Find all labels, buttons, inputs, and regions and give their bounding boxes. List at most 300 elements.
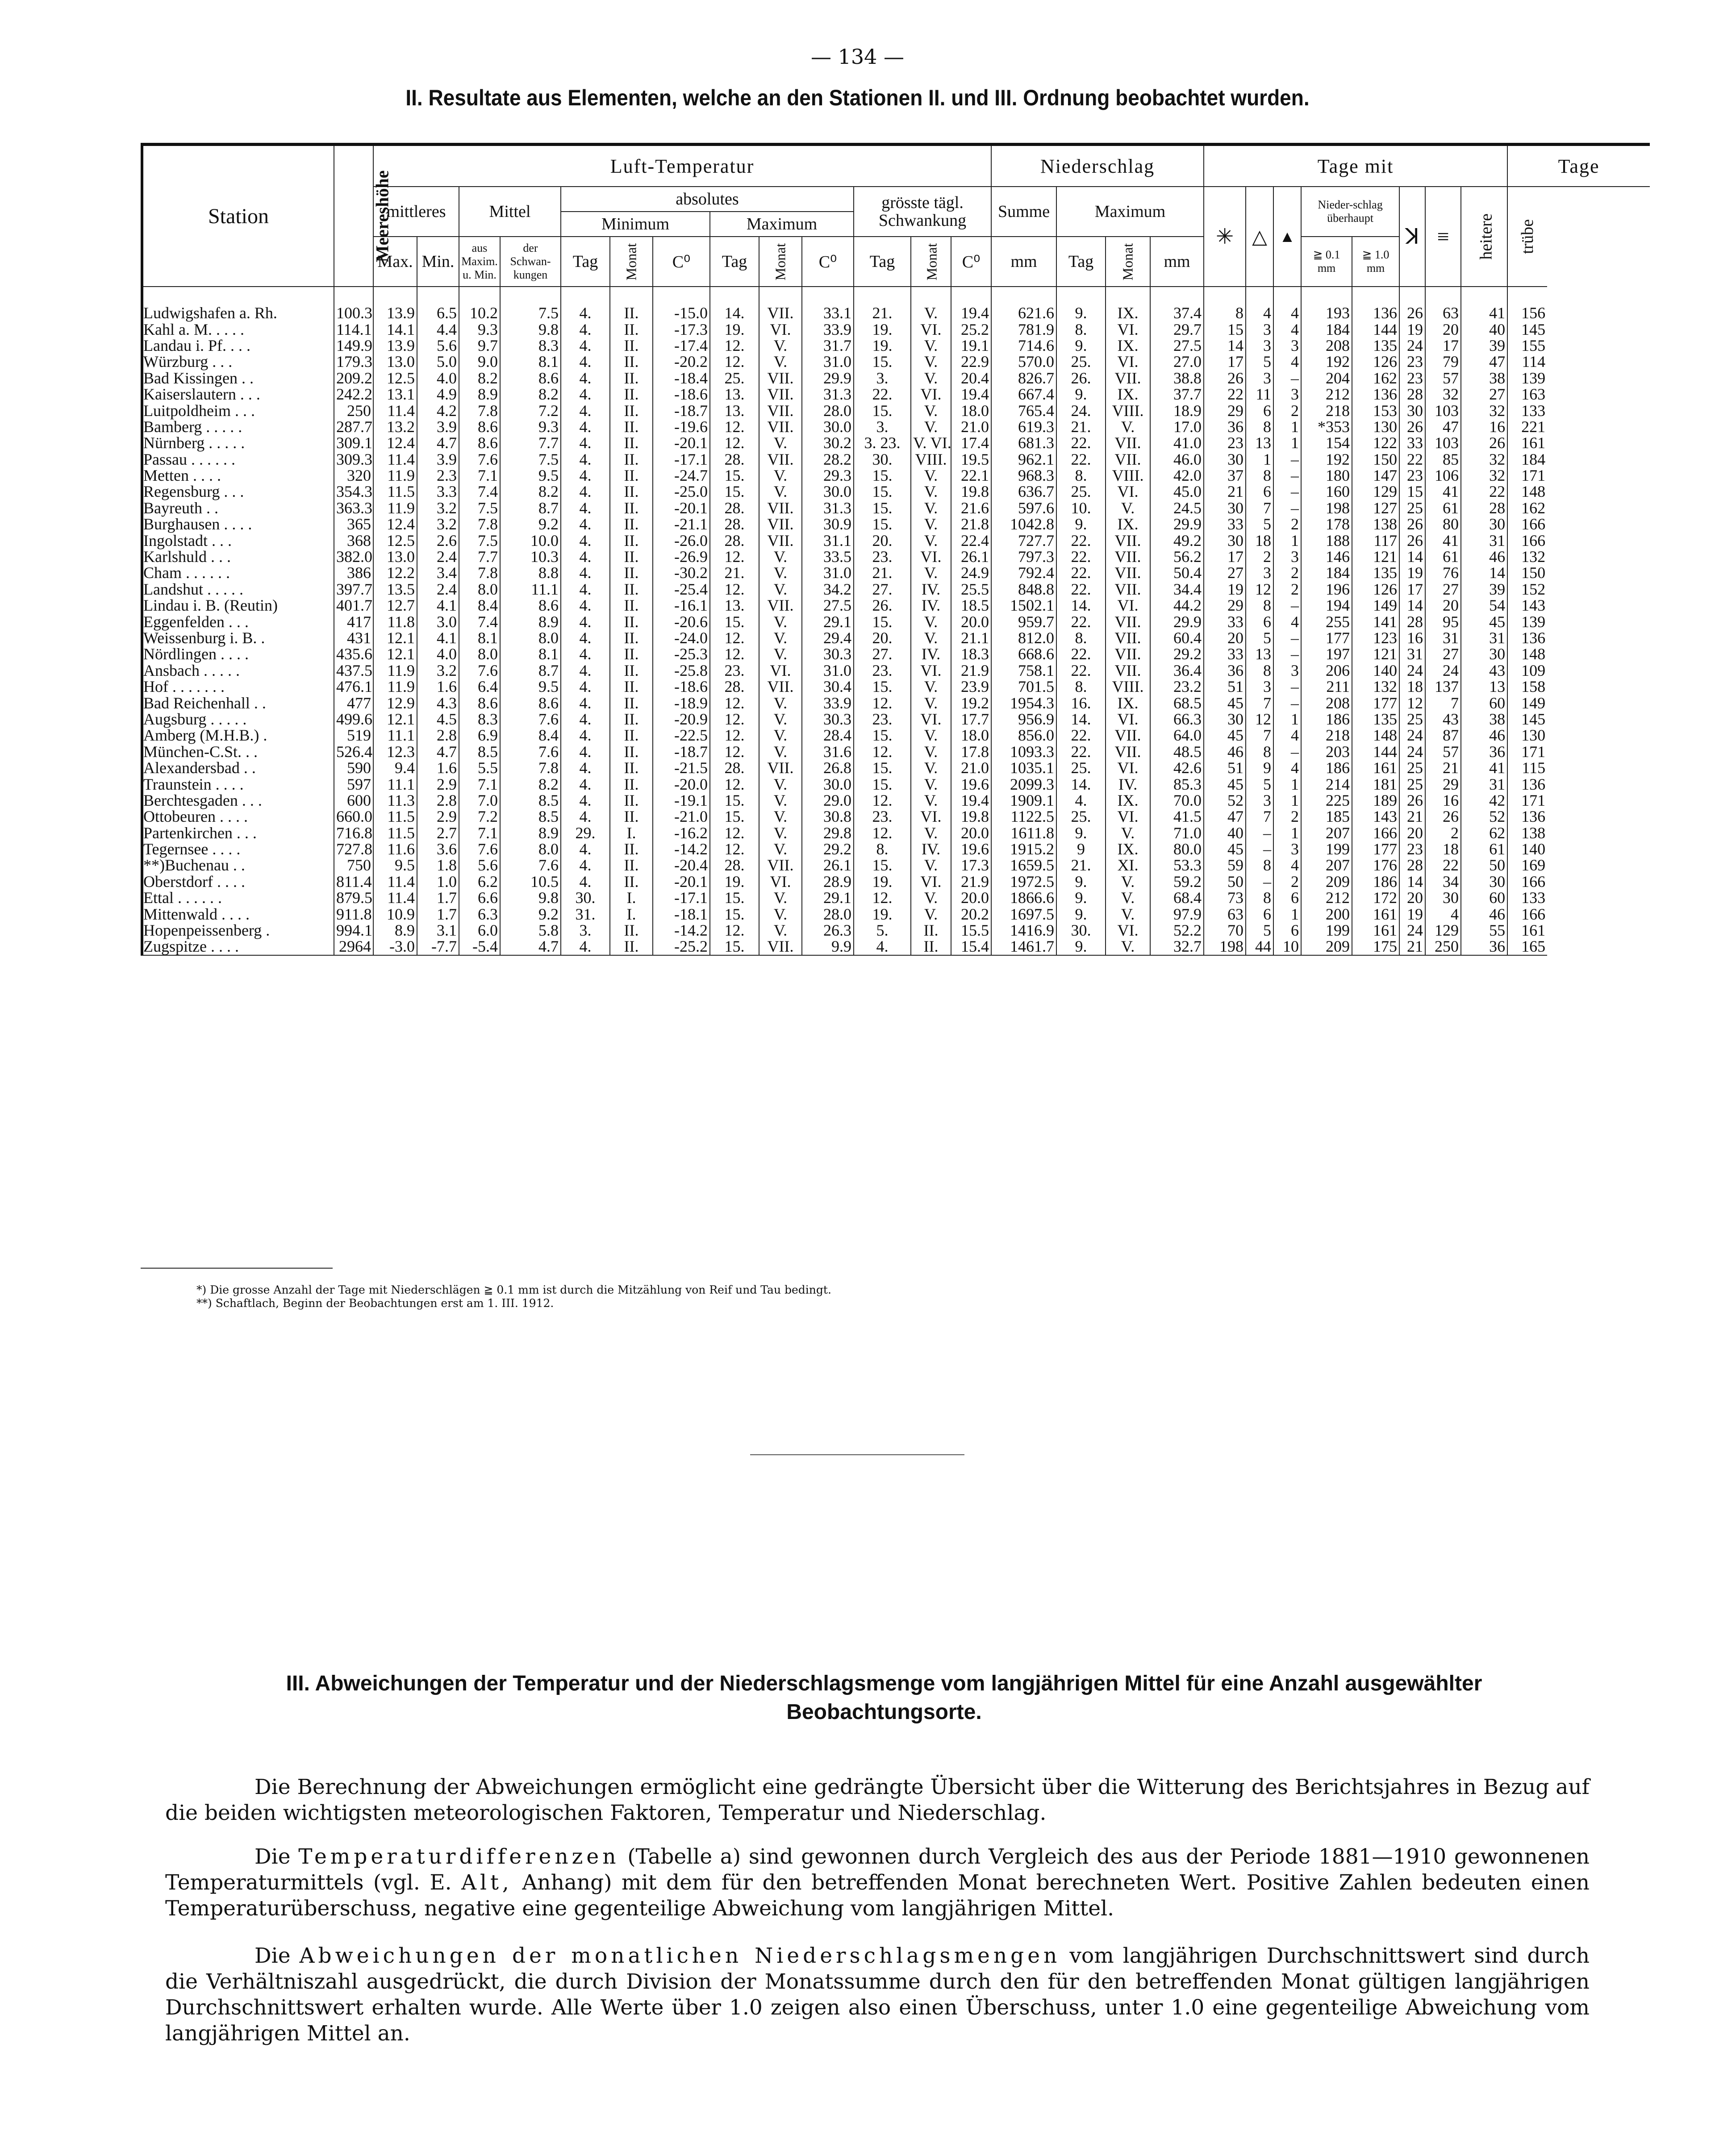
- days-with-header: Tage mit: [1204, 145, 1507, 187]
- graupel-header: △: [1246, 187, 1273, 287]
- table-cell: 166: [1507, 906, 1547, 922]
- table-cell: 12.1: [373, 711, 417, 727]
- paragraph-2: Die Temperaturdifferenzen (Tabelle a) sind gewonnen durch Vergleich des aus der Periode 1881—1910 gewonnenen Temperaturmittels (vgl. E. Alt, Anhang) mit dem für den betreffenden Monat berechneten Wert. Positive Zahlen bedeuten einen Temperaturüberschuss, negative eine gegenteilige Abweichung vom langjährigen Mittel.: [165, 1844, 1590, 1921]
- table-cell: VI.: [1106, 808, 1150, 824]
- table-cell: 2.4: [417, 549, 459, 565]
- table-cell: VII.: [759, 419, 802, 435]
- table-cell: V.: [759, 646, 802, 662]
- table-cell: VI.: [911, 549, 951, 565]
- table-cell: 5: [1246, 630, 1273, 646]
- table-cell: 22.: [854, 386, 911, 402]
- table-row: [142, 630, 1650, 646]
- table-cell: 21.8: [951, 516, 991, 532]
- table-cell: 26: [1399, 792, 1425, 808]
- table-cell: II.: [610, 792, 653, 808]
- table-cell: 636.7: [991, 483, 1056, 499]
- table-cell: 14.: [710, 287, 759, 321]
- table-cell: 179.3: [334, 354, 373, 370]
- table-cell: 27: [1204, 565, 1246, 581]
- min-day-header: Tag: [561, 237, 610, 287]
- table-cell: 4.: [561, 646, 610, 662]
- table-cell: 519: [334, 727, 373, 743]
- table-cell: 15.: [854, 760, 911, 776]
- table-row: [142, 549, 1650, 565]
- table-cell: 4.2: [417, 402, 459, 418]
- table-cell: 716.8: [334, 825, 373, 841]
- table-cell: 200: [1301, 906, 1352, 922]
- table-cell: 250: [1425, 938, 1461, 955]
- table-cell: 526.4: [334, 744, 373, 760]
- table-cell: 19.4: [951, 386, 991, 402]
- table-cell: 12.: [710, 695, 759, 711]
- table-cell: 37.7: [1150, 386, 1204, 402]
- table-cell: 12.: [854, 825, 911, 841]
- table-cell: 11.5: [373, 808, 417, 824]
- table-cell: IV.: [911, 581, 951, 597]
- table-cell: V.: [911, 287, 951, 321]
- table-cell: 22.: [1056, 662, 1106, 678]
- table-cell: 85.3: [1150, 776, 1204, 792]
- table-cell: 57: [1425, 370, 1461, 386]
- station-name-cell: Hof . . . . . . .: [142, 678, 334, 695]
- max-c-header: C⁰: [802, 237, 854, 287]
- table-cell: 8.1: [459, 630, 500, 646]
- table-cell: 27: [1425, 581, 1461, 597]
- table-cell: 3.: [854, 370, 911, 386]
- table-cell: 103: [1425, 435, 1461, 451]
- table-cell: 31.7: [802, 337, 854, 354]
- air-temperature-header: Luft-Temperatur: [373, 145, 991, 187]
- table-cell: 39: [1461, 581, 1507, 597]
- table-cell: 166: [1507, 516, 1547, 532]
- station-header: Station: [142, 145, 334, 287]
- table-cell: 26: [1461, 435, 1507, 451]
- table-cell: 149: [1352, 597, 1399, 613]
- table-cell: 23: [1399, 370, 1425, 386]
- table-cell: 148: [1352, 727, 1399, 743]
- table-cell: 7.1: [459, 776, 500, 792]
- table-cell: V.: [759, 776, 802, 792]
- table-cell: 22.: [1056, 451, 1106, 467]
- table-cell: 38: [1461, 711, 1507, 727]
- table-cell: 70.0: [1150, 792, 1204, 808]
- table-cell: 30: [1204, 711, 1246, 727]
- min-c-header: C⁰: [653, 237, 710, 287]
- table-cell: 4.: [561, 776, 610, 792]
- table-cell: II.: [610, 532, 653, 548]
- table-cell: -25.2: [653, 938, 710, 955]
- table-cell: 68.5: [1150, 695, 1204, 711]
- table-cell: 18.0: [951, 727, 991, 743]
- paragraph-3: Die Abweichungen der monatlichen Niederschlagsmengen vom langjährigen Durchschnittswert sind durch die Verhältniszahl ausgedrückt, die durch Division der Monatssumme durch den für den betreffenden Monat gültigen langjährigen Durchschnittswert erhalten wurde. Alle Werte über 1.0 zeigen also einen Überschuss, unter 1.0 eine gegenteilige Abweichung vom langjährigen Mittel an.: [165, 1944, 1590, 2046]
- table-cell: 30: [1461, 874, 1507, 890]
- table-cell: 13.2: [373, 419, 417, 435]
- station-name-cell: Metten . . . .: [142, 467, 334, 483]
- table-cell: 7.8: [500, 760, 561, 776]
- table-cell: 47: [1461, 354, 1507, 370]
- table-cell: 19.5: [951, 451, 991, 467]
- table-cell: 667.4: [991, 386, 1056, 402]
- table-cell: 18.5: [951, 597, 991, 613]
- station-name-cell: München-C.St. . .: [142, 744, 334, 760]
- table-cell: 8.5: [500, 792, 561, 808]
- table-cell: –: [1273, 630, 1301, 646]
- table-cell: 166: [1507, 874, 1547, 890]
- table-cell: 31: [1461, 532, 1507, 548]
- from-max-min-header: aus Maxim. u. Min.: [459, 237, 500, 287]
- table-cell: 10.3: [500, 549, 561, 565]
- station-name-cell: Bad Reichenhall . .: [142, 695, 334, 711]
- table-cell: 13.0: [373, 354, 417, 370]
- table-cell: 812.0: [991, 630, 1056, 646]
- table-cell: 12.4: [373, 435, 417, 451]
- table-cell: 30.3: [802, 646, 854, 662]
- table-cell: 136: [1507, 808, 1547, 824]
- table-cell: V.: [911, 792, 951, 808]
- table-cell: 7.6: [459, 451, 500, 467]
- station-name-cell: Passau . . . . . .: [142, 451, 334, 467]
- table-cell: 28.: [710, 857, 759, 873]
- table-cell: 7: [1246, 727, 1273, 743]
- table-cell: 175: [1352, 938, 1399, 955]
- table-cell: 11.8: [373, 613, 417, 629]
- table-cell: 27.0: [1150, 354, 1204, 370]
- table-cell: 9.: [1056, 890, 1106, 906]
- table-cell: 16.: [1056, 695, 1106, 711]
- table-cell: 29.2: [802, 841, 854, 857]
- paragraph-1: Die Berechnung der Abweichungen ermöglicht eine gedrängte Übersicht über die Witterung des Berichtsjahres in Bezug auf die beiden wichtigsten meteorologischen Faktoren, Temperatur und Niederschlag.: [165, 1775, 1590, 1825]
- table-cell: 4.: [561, 435, 610, 451]
- table-cell: 5.: [854, 922, 911, 938]
- table-cell: 14.: [1056, 711, 1106, 727]
- table-cell: 36: [1204, 662, 1246, 678]
- table-cell: II.: [610, 321, 653, 337]
- table-cell: 12.: [710, 419, 759, 435]
- table-cell: 56.2: [1150, 549, 1204, 565]
- table-cell: -5.4: [459, 938, 500, 955]
- table-cell: -17.3: [653, 321, 710, 337]
- table-cell: 11.9: [373, 662, 417, 678]
- footnotes: [196, 1283, 831, 1310]
- table-cell: 40: [1461, 321, 1507, 337]
- table-cell: 7.0: [459, 792, 500, 808]
- table-cell: 12.: [710, 922, 759, 938]
- table-cell: 4.4: [417, 321, 459, 337]
- table-cell: 23.: [854, 711, 911, 727]
- table-cell: V.: [911, 532, 951, 548]
- table-cell: 8.5: [500, 808, 561, 824]
- table-cell: II.: [610, 808, 653, 824]
- table-cell: 7: [1425, 695, 1461, 711]
- table-cell: -17.4: [653, 337, 710, 354]
- table-cell: 4.: [561, 565, 610, 581]
- table-row: [142, 613, 1650, 629]
- table-cell: 781.9: [991, 321, 1056, 337]
- station-name-cell: **)Buchenau . .: [142, 857, 334, 873]
- table-cell: 9.: [1056, 337, 1106, 354]
- table-cell: 11.9: [373, 678, 417, 695]
- table-cell: 20: [1425, 597, 1461, 613]
- station-name-cell: Nürnberg . . . . .: [142, 435, 334, 451]
- table-cell: 6: [1273, 890, 1301, 906]
- table-cell: 22.: [1056, 744, 1106, 760]
- table-cell: 50.4: [1150, 565, 1204, 581]
- table-cell: 218: [1301, 402, 1352, 418]
- table-cell: II.: [610, 597, 653, 613]
- table-cell: 73: [1204, 890, 1246, 906]
- table-cell: 29: [1425, 776, 1461, 792]
- station-name-cell: Augsburg . . . . .: [142, 711, 334, 727]
- table-cell: VII.: [759, 532, 802, 548]
- table-cell: VI.: [911, 321, 951, 337]
- table-cell: VI.: [759, 662, 802, 678]
- table-cell: 163: [1507, 386, 1547, 402]
- table-row: [142, 402, 1650, 418]
- table-cell: 26: [1399, 419, 1425, 435]
- table-cell: 3.2: [417, 662, 459, 678]
- table-cell: 4.: [561, 841, 610, 857]
- table-cell: 21: [1204, 483, 1246, 499]
- table-cell: 18.0: [951, 402, 991, 418]
- table-cell: 46: [1461, 727, 1507, 743]
- table-cell: –: [1273, 500, 1301, 516]
- table-cell: 8: [1246, 857, 1273, 873]
- table-cell: 15.: [854, 776, 911, 792]
- table-row: [142, 451, 1650, 467]
- table-cell: 8.0: [500, 841, 561, 857]
- table-cell: 12.1: [373, 646, 417, 662]
- table-cell: 4.: [561, 549, 610, 565]
- table-cell: 30.8: [802, 808, 854, 824]
- table-cell: 30.0: [802, 776, 854, 792]
- table-cell: VIII.: [1106, 678, 1150, 695]
- table-row: [142, 516, 1650, 532]
- table-cell: II.: [610, 386, 653, 402]
- station-name-cell: Alexandersbad . .: [142, 760, 334, 776]
- table-cell: 4.: [561, 500, 610, 516]
- table-cell: II.: [610, 370, 653, 386]
- table-cell: 3.9: [417, 451, 459, 467]
- table-cell: 3.6: [417, 841, 459, 857]
- table-cell: 9.: [1056, 287, 1106, 321]
- table-cell: 109: [1507, 662, 1547, 678]
- station-name-cell: Kahl a. M. . . . .: [142, 321, 334, 337]
- table-cell: 11.1: [373, 727, 417, 743]
- table-cell: 12.: [710, 646, 759, 662]
- table-cell: 22.: [1056, 549, 1106, 565]
- table-cell: -20.6: [653, 613, 710, 629]
- table-cell: -22.5: [653, 727, 710, 743]
- table-cell: 41: [1425, 532, 1461, 548]
- table-cell: 148: [1507, 646, 1547, 662]
- table-cell: 147: [1352, 467, 1399, 483]
- table-cell: -18.9: [653, 695, 710, 711]
- table-cell: VIII.: [1106, 467, 1150, 483]
- table-cell: 132: [1352, 678, 1399, 695]
- table-cell: 136: [1507, 630, 1547, 646]
- station-name-cell: Eggenfelden . . .: [142, 613, 334, 629]
- table-cell: 15.: [854, 678, 911, 695]
- table-cell: 46: [1461, 906, 1507, 922]
- table-cell: 4: [1273, 857, 1301, 873]
- table-cell: 8.: [1056, 630, 1106, 646]
- table-cell: 9.5: [500, 467, 561, 483]
- table-cell: 9: [1246, 760, 1273, 776]
- table-cell: V.: [911, 678, 951, 695]
- range-month-header: Monat: [911, 237, 951, 287]
- table-cell: 23: [1399, 841, 1425, 857]
- table-cell: 181: [1352, 776, 1399, 792]
- table-row: [142, 321, 1650, 337]
- table-cell: 32: [1461, 402, 1507, 418]
- table-cell: 12.2: [373, 565, 417, 581]
- table-cell: 1: [1273, 532, 1301, 548]
- table-cell: 23.9: [951, 678, 991, 695]
- table-cell: 1697.5: [991, 906, 1056, 922]
- table-cell: 4: [1273, 287, 1301, 321]
- table-cell: 23: [1204, 435, 1246, 451]
- table-cell: 4.: [561, 419, 610, 435]
- table-cell: 3: [1273, 662, 1301, 678]
- table-cell: 121: [1352, 549, 1399, 565]
- table-cell: 3.: [854, 419, 911, 435]
- table-cell: 172: [1352, 890, 1399, 906]
- table-cell: 4.: [561, 402, 610, 418]
- table-cell: 2.7: [417, 825, 459, 841]
- table-cell: 8.6: [500, 695, 561, 711]
- table-cell: 18.9: [1150, 402, 1204, 418]
- table-cell: 33: [1204, 613, 1246, 629]
- table-cell: 6: [1246, 402, 1273, 418]
- table-cell: V.: [1106, 890, 1150, 906]
- table-cell: 80.0: [1150, 841, 1204, 857]
- footnote-2: **) Schaftlach, Beginn der Beobachtungen erst am 1. III. 1912.: [196, 1297, 554, 1310]
- table-cell: 4.: [561, 678, 610, 695]
- table-cell: 9.0: [459, 354, 500, 370]
- table-cell: 8.3: [459, 711, 500, 727]
- table-cell: 17: [1204, 549, 1246, 565]
- table-cell: 309.3: [334, 451, 373, 467]
- table-cell: 46: [1204, 744, 1246, 760]
- table-cell: 17: [1204, 354, 1246, 370]
- table-cell: 155: [1507, 337, 1547, 354]
- table-cell: VI.: [1106, 711, 1150, 727]
- table-cell: 3.1: [417, 922, 459, 938]
- table-cell: 1093.3: [991, 744, 1056, 760]
- table-cell: 31: [1425, 630, 1461, 646]
- table-cell: 2.9: [417, 776, 459, 792]
- table-cell: 354.3: [334, 483, 373, 499]
- table-cell: V.: [911, 402, 951, 418]
- table-cell: 4.0: [417, 370, 459, 386]
- table-cell: 4.: [561, 695, 610, 711]
- table-cell: 826.7: [991, 370, 1056, 386]
- table-cell: 27.5: [802, 597, 854, 613]
- table-cell: II.: [610, 500, 653, 516]
- table-cell: 29.9: [1150, 613, 1204, 629]
- table-cell: 30.3: [802, 711, 854, 727]
- table-cell: II.: [610, 435, 653, 451]
- table-cell: V.: [1106, 906, 1150, 922]
- table-cell: V.: [759, 354, 802, 370]
- table-cell: 17.3: [951, 857, 991, 873]
- table-cell: 221: [1507, 419, 1547, 435]
- table-cell: VI.: [911, 874, 951, 890]
- table-cell: 2.9: [417, 808, 459, 824]
- table-cell: 15.5: [951, 922, 991, 938]
- table-cell: 4.1: [417, 630, 459, 646]
- table-cell: II.: [610, 662, 653, 678]
- table-cell: 3: [1273, 841, 1301, 857]
- table-cell: VII.: [759, 516, 802, 532]
- table-cell: 22: [1399, 451, 1425, 467]
- station-results-table: [141, 143, 1650, 956]
- table-row: [142, 890, 1650, 906]
- table-cell: 5.6: [417, 337, 459, 354]
- table-cell: 8.6: [500, 370, 561, 386]
- table-cell: 51: [1204, 760, 1246, 776]
- table-cell: VII.: [1106, 451, 1150, 467]
- table-cell: 1954.3: [991, 695, 1056, 711]
- table-cell: 137: [1425, 678, 1461, 695]
- table-cell: V.: [1106, 500, 1150, 516]
- table-cell: 30: [1399, 402, 1425, 418]
- table-cell: 32: [1461, 451, 1507, 467]
- table-cell: 3: [1246, 370, 1273, 386]
- table-cell: 12.7: [373, 597, 417, 613]
- table-cell: 52.2: [1150, 922, 1204, 938]
- table-cell: VII.: [1106, 532, 1150, 548]
- table-cell: 85: [1425, 451, 1461, 467]
- table-cell: 19: [1204, 581, 1246, 597]
- table-cell: 114: [1507, 354, 1547, 370]
- table-cell: V.: [911, 776, 951, 792]
- table-cell: 208: [1301, 695, 1352, 711]
- table-cell: 13.: [710, 386, 759, 402]
- table-cell: 5: [1246, 516, 1273, 532]
- table-cell: 60: [1461, 890, 1507, 906]
- table-cell: -30.2: [653, 565, 710, 581]
- table-cell: -18.1: [653, 906, 710, 922]
- table-cell: 7: [1246, 695, 1273, 711]
- table-cell: 15.: [710, 890, 759, 906]
- table-cell: 4.: [561, 386, 610, 402]
- table-cell: 177: [1352, 695, 1399, 711]
- table-cell: 34.4: [1150, 581, 1204, 597]
- table-cell: 44: [1246, 938, 1273, 955]
- table-cell: 1: [1273, 792, 1301, 808]
- table-cell: 26: [1204, 370, 1246, 386]
- mittel-header: Mittel: [459, 187, 561, 237]
- range-c-header: C⁰: [951, 237, 991, 287]
- table-cell: 33.9: [802, 321, 854, 337]
- table-cell: 206: [1301, 662, 1352, 678]
- precip-maximum-header: Maximum: [1056, 187, 1204, 237]
- table-cell: 38.8: [1150, 370, 1204, 386]
- table-cell: 16: [1461, 419, 1507, 435]
- table-cell: 22.1: [951, 467, 991, 483]
- table-cell: 23.: [854, 549, 911, 565]
- table-cell: 10.: [1056, 500, 1106, 516]
- table-cell: 1: [1273, 906, 1301, 922]
- table-cell: 2: [1273, 581, 1301, 597]
- precip-max-month-header: Monat: [1106, 237, 1150, 287]
- table-cell: 4.1: [417, 597, 459, 613]
- table-cell: V.: [911, 500, 951, 516]
- table-cell: 13.0: [373, 549, 417, 565]
- table-cell: 3: [1246, 792, 1273, 808]
- table-cell: 46.0: [1150, 451, 1204, 467]
